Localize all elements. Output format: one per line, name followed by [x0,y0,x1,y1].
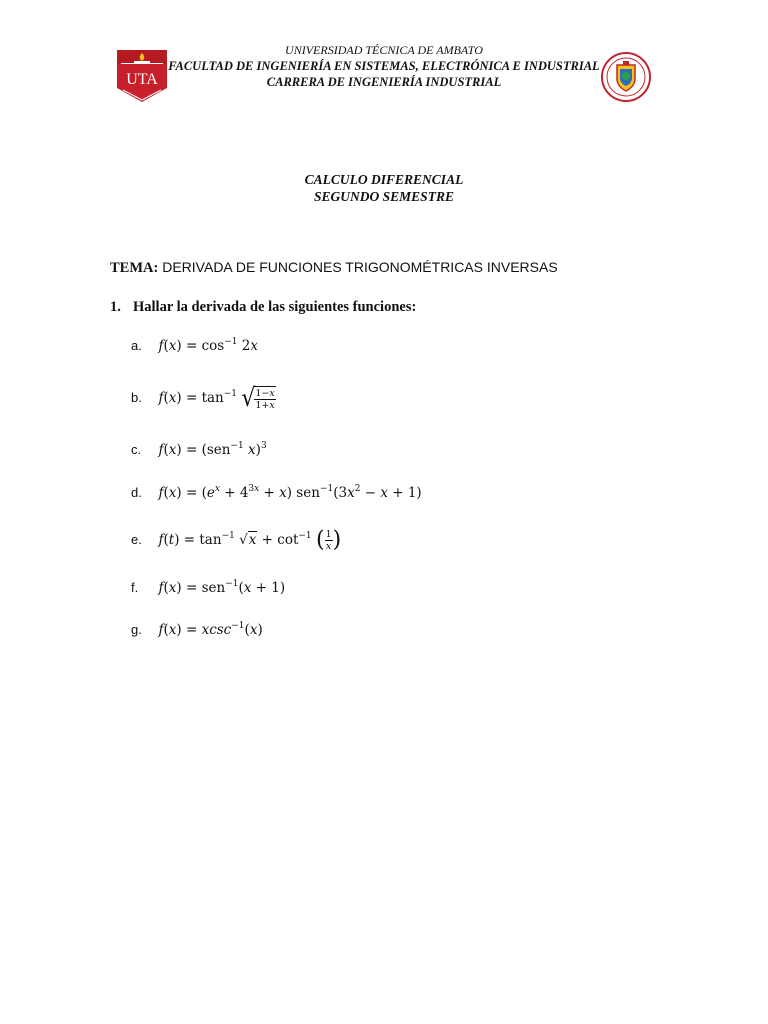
item-letter: g. [131,622,142,637]
document-header [0,43,768,90]
item-letter: f. [131,580,139,595]
item-expression: f(x) = xcsc$^{-1}$(x) [158,621,263,638]
faculty-name: FACULTAD DE INGENIERÍA EN SISTEMAS, ELECTRÓNICA E INDUSTRIAL [168,59,600,73]
question-number: 1. [110,299,121,315]
career-name: CARRERA DE INGENIERÍA INDUSTRIAL [266,75,502,89]
exercise-item-a [131,338,258,355]
item-letter: e. [131,532,142,547]
item-expression: $f(x) = \tan^{-1}$ √ $\frac{1-x}{1+x}$ [158,383,275,413]
item-expression: f(x) = (sen$^{-1}$ x)$^3$ [158,441,267,458]
exercise-item-b [131,383,276,413]
item-expression: $f(t) = \tan^{-1} √x + \cot^{-1}$ ( $\frac{1}{x}$ ) [158,527,342,553]
question-text: Hallar la derivada de las siguientes funciones: [133,299,417,315]
course-semester: SEGUNDO SEMESTRE [314,189,454,204]
question-heading [110,299,416,316]
item-letter: b. [131,390,142,405]
course-title: CALCULO DIFERENCIAL [304,172,464,187]
item-expression: $f(x) = (e^x + 4^{3x} + x) sen^{-1}(3x^2 - x + 1)$ [158,484,422,501]
exercise-item-f [131,580,285,597]
university-name: UNIVERSIDAD TÉCNICA DE AMBATO [285,43,483,57]
item-letter: c. [131,442,142,457]
tema-text: DERIVADA DE FUNCIONES TRIGONOMÉTRICAS INVERSAS [162,259,558,275]
uta-logo-text: UTA [126,71,158,88]
exercise-item-c [131,442,267,459]
exercise-item-e [131,529,341,552]
item-letter: d. [131,485,142,500]
course-block [0,171,768,205]
exercise-item-d [131,485,422,502]
item-letter: a. [131,338,142,353]
tema-label: TEMA: [110,260,159,276]
item-expression: $f(x) = \cos^{-1} 2x$ [158,337,258,354]
tema-line [110,259,558,277]
item-expression: f(x) = sen$^{-1}$(x + 1) [158,579,286,596]
exercise-item-g [131,622,263,639]
